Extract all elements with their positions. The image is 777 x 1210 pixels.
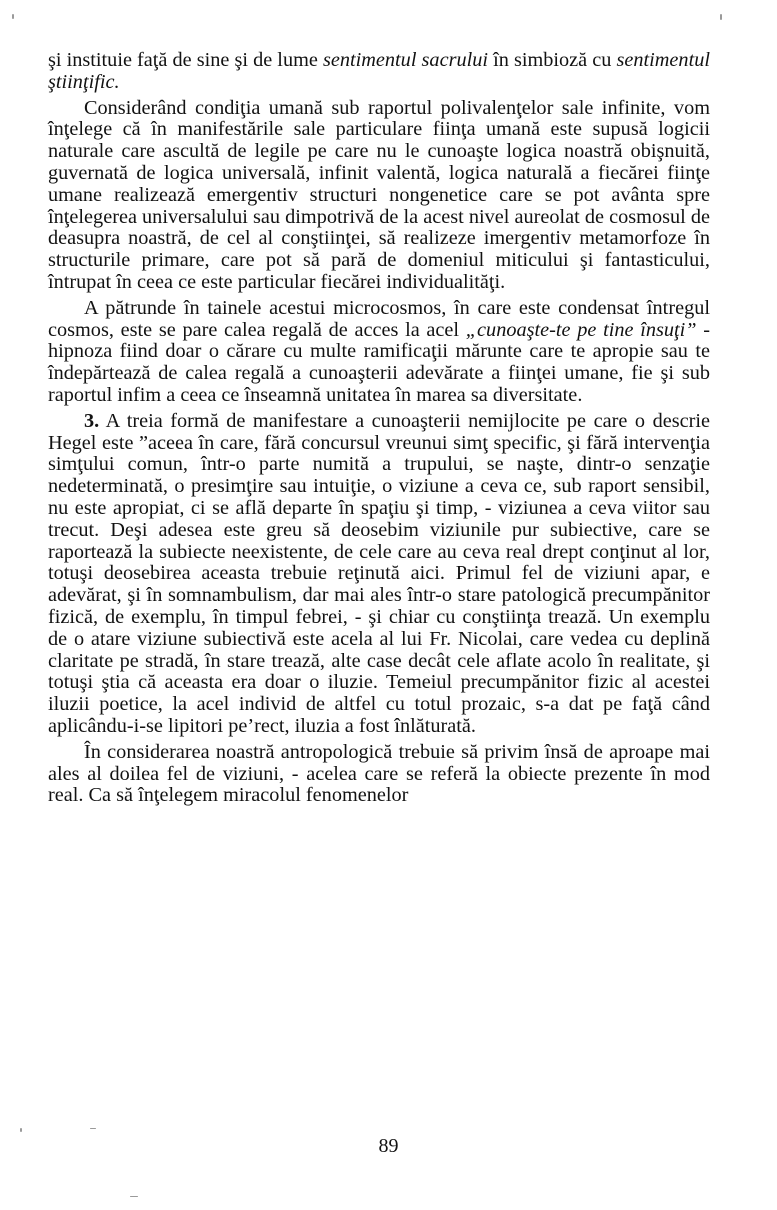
- scan-speck: [90, 1128, 96, 1129]
- scan-speck: [12, 14, 14, 19]
- paragraph: [48, 50, 710, 94]
- body-text: [48, 50, 710, 807]
- page-number: 89: [378, 1135, 399, 1157]
- text-run: - hipnoza fiind doar o cărare cu multe ramificaţii mărunte care te apropie sau te îndepărtează de calea regală a cunoaşterii adevărate a fiinţei umane, fie şi sub raportul infim a ceea ce înseamnă unitatea în marea sa diversitate.: [48, 318, 711, 406]
- scan-speck: [130, 1196, 138, 1197]
- text-run: şi instituie faţă de sine şi de lume: [48, 49, 323, 71]
- paragraph: [48, 411, 710, 738]
- italic-text: sentimentul ştiinţific.: [48, 49, 710, 93]
- text-run: în simbioză cu: [488, 49, 617, 71]
- paragraph: [48, 98, 710, 294]
- scan-speck: [20, 1128, 22, 1132]
- section-number: 3.: [84, 409, 100, 432]
- text-run: A treia formă de manifestare a cunoaşterii nemijlocite pe care o descrie Hegel este ”aceea în care, fără concursul vreunui simţ specific, şi fără intervenţia simţului comun, într-o parte numită a trupului, se naşte, dintr-o senzaţie nedeterminată, o presimţire sau intuiţie, o viziune a ceva ce, sub raport sensibil, nu este apropiat, ci se află departe în spaţiu şi timp, - viziunea a ceva viitor sau trecut. Deşi adesea este greu să deosebim viziunile pur subiective, care se raportează la subiecte neexistente, de cele care au ceva real drept conţinut al lor, totuşi deosebirea aceasta trebuie reţinută aici. Primul fel de viziuni apar, e adevărat, şi în somnambulism, dar mai ales într-o stare patologică precumpănitor fizică, de exemplu, în timpul febrei, - şi chiar cu conştiinţa trează. Un exemplu de o atare viziune subiectivă este acela al lui Fr. Nicolai, care vedea cu deplină claritate pe stradă, în stare trează, alte case decât cele aflate acolo în realitate, şi totuşi ştia că aceasta era doar o iluzie. Temeiul precumpănitor fizic al acestei iluzii poetice, la acel individ de altfel cu totul prozaic, s-a dat pe faţă când aplicându-i-se lipitori pe’rect, iluzia a fost înlăturată.: [48, 409, 710, 737]
- paragraph: [48, 742, 710, 807]
- italic-text: „cunoaşte-te pe tine însuţi”: [465, 318, 697, 341]
- scan-speck: [720, 14, 722, 20]
- text-run: Considerând condiţia umană sub raportul polivalenţelor sale infinite, vom înţelege că în manifestările sale particulare fiinţa umană este supusă logicii naturale care ascultă de legile pe care nu le cunoaşte logica noastră obişnuită, guvernată de logica universală, infinit valentă, logica naturală a fiecărei fiinţe umane realizează emergentiv structuri nongenetice care se pot avânta spre înţelegerea universalului sau dimpotrivă de la acest nivel aureolat de cosmosul de deasupra noastră, de cel al conştiinţei, să realizeze imergentiv metamorfoze în structurile primare, care pot să pară de domeniul miticului şi fantasticului, întrupat în ceea ce este particular fiecărei individualităţi.: [48, 96, 710, 293]
- text-run: În considerarea noastră antropologică trebuie să privim însă de aproape mai ales al doilea fel de viziuni, - acelea care se referă la obiecte prezente în mod real. Ca să înţelegem miracolul fenomenelor: [48, 740, 710, 807]
- italic-text: sentimentul sacrului: [322, 49, 489, 71]
- text-run: A pătrunde în tainele acestui microcosmos, în care este condensat întregul cosmos, este se pare calea regală de acces la acel: [48, 296, 710, 341]
- paragraph: [48, 298, 710, 407]
